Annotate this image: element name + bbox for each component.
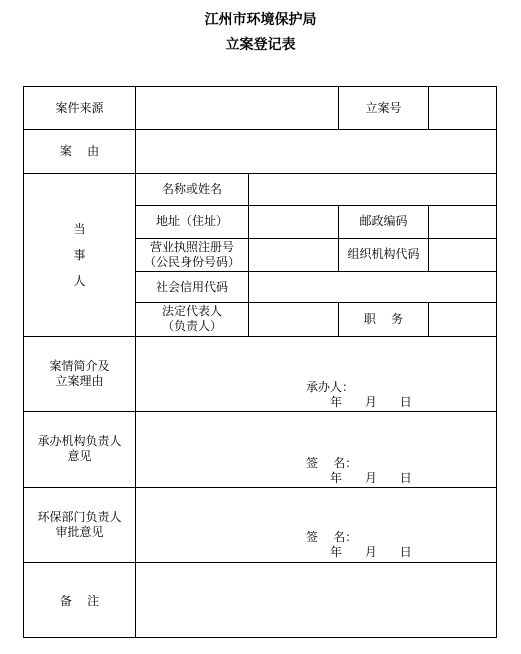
org-code-label: 组织机构代码 bbox=[347, 247, 420, 261]
party-address-label: 地址（住址） bbox=[155, 214, 228, 228]
dept-opinion-label-line1: 承办机构负责人 bbox=[37, 434, 122, 448]
case-source-label: 案件来源 bbox=[55, 101, 104, 115]
license-number-field[interactable] bbox=[249, 239, 338, 271]
case-source-field[interactable] bbox=[136, 87, 338, 129]
party-name-field[interactable] bbox=[249, 174, 496, 205]
case-summary-label-line1: 案情简介及 bbox=[49, 359, 110, 373]
credit-code-field[interactable] bbox=[249, 272, 496, 302]
remarks-label: 备 注 bbox=[59, 594, 100, 608]
legal-rep-label-line2: （负责人） bbox=[161, 319, 222, 333]
case-cause-field[interactable] bbox=[136, 130, 496, 173]
agency-title: 江州市环境保护局 bbox=[204, 12, 317, 28]
case-number-field[interactable] bbox=[429, 87, 496, 129]
license-number-label-line2: （公民身份号码） bbox=[143, 255, 240, 269]
party-label-2: 事 bbox=[73, 248, 86, 262]
party-address-field[interactable] bbox=[249, 206, 338, 238]
dept-opinion-label-line2: 意见 bbox=[67, 449, 92, 463]
handler-date-line: 年 月 日 bbox=[330, 395, 412, 409]
env-sign-label: 签 名： bbox=[306, 530, 358, 544]
postcode-label: 邮政编码 bbox=[359, 214, 408, 228]
case-cause-label: 案 由 bbox=[59, 144, 100, 158]
case-number-label: 立案号 bbox=[365, 101, 402, 115]
remarks-field[interactable] bbox=[136, 563, 496, 637]
postcode-field[interactable] bbox=[429, 206, 496, 238]
credit-code-label: 社会信用代码 bbox=[155, 280, 228, 294]
env-opinion-label-line2: 审批意见 bbox=[55, 525, 104, 539]
case-summary-label-line2: 立案理由 bbox=[55, 374, 104, 388]
case-summary-field[interactable] bbox=[136, 337, 496, 377]
env-date-line: 年 月 日 bbox=[330, 545, 412, 559]
env-opinion-label-line1: 环保部门负责人 bbox=[37, 510, 122, 524]
dept-date-line: 年 月 日 bbox=[330, 471, 412, 485]
party-label-3: 人 bbox=[73, 274, 86, 288]
form-title: 立案登记表 bbox=[225, 37, 296, 53]
legal-rep-field[interactable] bbox=[249, 303, 338, 336]
license-number-label-line1: 营业执照注册号 bbox=[149, 240, 234, 254]
dept-sign-label: 签 名： bbox=[306, 456, 358, 470]
handler-signature-label: 承办人： bbox=[306, 380, 355, 394]
env-opinion-field[interactable] bbox=[136, 488, 496, 528]
legal-rep-label-line1: 法定代表人 bbox=[161, 304, 222, 318]
dept-opinion-field[interactable] bbox=[136, 412, 496, 452]
position-field[interactable] bbox=[429, 303, 496, 336]
party-name-label: 名称或姓名 bbox=[161, 182, 222, 196]
party-label-1: 当 bbox=[73, 222, 86, 236]
org-code-field[interactable] bbox=[429, 239, 496, 271]
position-label: 职 务 bbox=[363, 312, 404, 326]
